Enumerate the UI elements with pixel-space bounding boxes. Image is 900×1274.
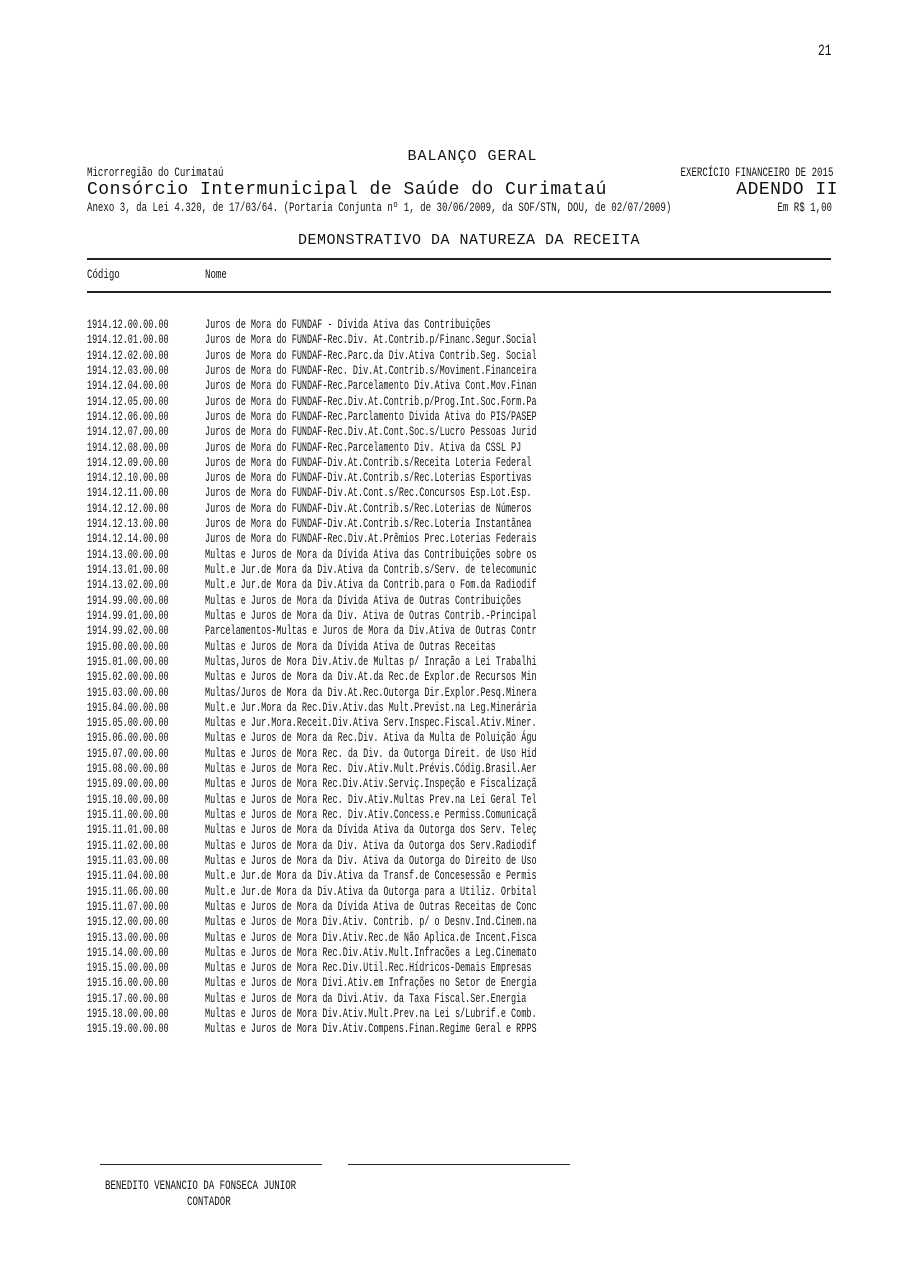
table-row xyxy=(87,364,847,379)
table-row xyxy=(87,410,847,425)
signer-role xyxy=(187,1194,249,1209)
row-code: 1914.12.01.00.00 xyxy=(87,333,169,348)
row-code: 1914.13.00.00.00 xyxy=(87,547,169,562)
row-name: Juros de Mora do FUNDAF-Div.At.Contrib.s/Rec.Loterias de Números xyxy=(205,501,532,516)
row-name: Multas e Juros de Mora Div.Ativ.Mult.Prev.na Lei s/Lubrif.e Comb. xyxy=(205,1007,537,1022)
row-name: Multas e Juros de Mora da Dívida Ativa de Outras Contribuições xyxy=(205,593,522,608)
header-rule-bottom xyxy=(87,291,831,293)
table-row xyxy=(87,885,847,900)
column-header-name-text: Nome xyxy=(205,267,227,282)
row-code: 1914.12.13.00.00 xyxy=(87,517,169,532)
signer-name-text: BENEDITO VENANCIO DA FONSECA JUNIOR xyxy=(105,1178,297,1193)
row-code: 1914.12.02.00.00 xyxy=(87,348,169,363)
row-code: 1915.18.00.00.00 xyxy=(87,1007,169,1022)
table-row xyxy=(87,747,847,762)
row-name: Multas e Juros de Mora da Div. Ativa de Outras Contrib.-Principal xyxy=(205,608,537,623)
row-code: 1914.13.02.00.00 xyxy=(87,578,169,593)
row-code: 1915.02.00.00.00 xyxy=(87,670,169,685)
table-row xyxy=(87,777,847,792)
column-header-code xyxy=(87,267,134,282)
table-row xyxy=(87,655,847,670)
table-row xyxy=(87,946,847,961)
header-rule-top xyxy=(87,258,831,260)
signer-name xyxy=(105,1178,378,1193)
row-code: 1915.07.00.00.00 xyxy=(87,746,169,761)
row-code: 1914.99.00.00.00 xyxy=(87,593,169,608)
row-name: Multas e Juros de Mora da Dívida Ativa das Contribuições sobre os xyxy=(205,547,537,562)
row-code: 1915.01.00.00.00 xyxy=(87,654,169,669)
column-header-name xyxy=(205,267,236,282)
row-code: 1915.11.04.00.00 xyxy=(87,869,169,884)
signature-line-accountant xyxy=(100,1164,322,1165)
row-code: 1915.08.00.00.00 xyxy=(87,762,169,777)
page-number xyxy=(818,42,837,60)
row-code: 1914.12.10.00.00 xyxy=(87,471,169,486)
table-row xyxy=(87,931,847,946)
column-header-code-text: Código xyxy=(87,267,120,282)
row-name: Multas e Juros de Mora Rec.Div.Ativ.Serviç.Inspeção e Fiscalizaçã xyxy=(205,777,537,792)
row-code: 1914.12.14.00.00 xyxy=(87,532,169,547)
table-row xyxy=(87,976,847,991)
row-name: Multas e Juros de Mora da Dívida Ativa de Outras Receitas de Conc xyxy=(205,899,537,914)
row-name: Mult.e Jur.de Mora da Div.Ativa da Transf.de Concesessão e Permis xyxy=(205,869,537,884)
row-name: Mult.e Jur.de Mora da Div.Ativa da Contrib.para o Fom.da Radiodif xyxy=(205,578,537,593)
signer-role-text: CONTADOR xyxy=(187,1194,231,1209)
table-row xyxy=(87,1007,847,1022)
row-name: Juros de Mora do FUNDAF-Rec.Div. At.Contrib.p/Financ.Segur.Social xyxy=(205,333,537,348)
revenue-table-body xyxy=(87,318,847,1038)
row-code: 1915.04.00.00.00 xyxy=(87,700,169,715)
signature-line-second xyxy=(348,1164,570,1165)
row-name: Multas e Juros de Mora da Div. Ativa da Outorga dos Serv.Radiodif xyxy=(205,838,537,853)
table-row xyxy=(87,517,847,532)
entity-name: Consórcio Intermunicipal de Saúde do Curimataú xyxy=(87,180,607,200)
row-code: 1915.17.00.00.00 xyxy=(87,991,169,1006)
row-code: 1915.05.00.00.00 xyxy=(87,716,169,731)
table-row xyxy=(87,686,847,701)
table-row xyxy=(87,869,847,884)
table-row xyxy=(87,395,847,410)
row-code: 1915.14.00.00.00 xyxy=(87,945,169,960)
table-row xyxy=(87,808,847,823)
row-code: 1914.12.05.00.00 xyxy=(87,394,169,409)
exercise-label xyxy=(615,165,833,180)
exercise-text: EXERCÍCIO FINANCEIRO DE 2015 xyxy=(680,165,833,180)
table-row xyxy=(87,471,847,486)
table-row xyxy=(87,548,847,563)
table-row xyxy=(87,578,847,593)
table-row xyxy=(87,609,847,624)
table-row xyxy=(87,456,847,471)
row-code: 1915.11.06.00.00 xyxy=(87,884,169,899)
row-code: 1914.13.01.00.00 xyxy=(87,563,169,577)
table-row xyxy=(87,900,847,915)
row-name: Multas e Juros de Mora da Rec.Div. Ativa da Multa de Poluição Águ xyxy=(205,731,537,746)
row-name: Mult.e Jur.Mora da Rec.Div.Ativ.das Mult.Previst.na Leg.Minerária xyxy=(205,700,537,715)
row-name: Juros de Mora do FUNDAF-Div.At.Contrib.s/Rec.Loterias Esportivas xyxy=(205,471,532,486)
row-name: Multas e Juros de Mora da Dívida Ativa de Outras Receitas xyxy=(205,639,496,654)
table-row xyxy=(87,486,847,501)
table-row xyxy=(87,349,847,364)
row-name: Multas/Juros de Mora da Div.At.Rec.Outorga Dir.Explor.Pesq.Minera xyxy=(205,685,537,700)
row-code: 1915.11.07.00.00 xyxy=(87,899,169,914)
row-name: Parcelamentos-Multas e Juros de Mora da Div.Ativa de Outras Contr xyxy=(205,624,537,639)
row-code: 1915.09.00.00.00 xyxy=(87,777,169,792)
table-row xyxy=(87,441,847,456)
table-row xyxy=(87,425,847,440)
table-row xyxy=(87,318,847,333)
row-name: Multas e Juros de Mora da Div.At.da Rec.de Explor.de Recursos Min xyxy=(205,670,537,685)
row-code: 1914.99.02.00.00 xyxy=(87,624,169,639)
row-name: Juros de Mora do FUNDAF-Div.At.Contrib.s/Receita Loteria Federal xyxy=(205,455,532,470)
row-code: 1914.12.12.00.00 xyxy=(87,501,169,516)
table-row xyxy=(87,1022,847,1037)
row-code: 1915.15.00.00.00 xyxy=(87,961,169,976)
row-code: 1914.99.01.00.00 xyxy=(87,608,169,623)
table-row xyxy=(87,915,847,930)
row-code: 1914.12.04.00.00 xyxy=(87,379,169,394)
row-name: Multas e Juros de Mora Rec. Div.Ativ.Mult.Prévis.Códig.Brasil.Aer xyxy=(205,762,537,777)
table-row xyxy=(87,594,847,609)
row-name: Juros de Mora do FUNDAF-Rec.Div.At.Prêmios Prec.Loterias Federais xyxy=(205,532,537,547)
table-row xyxy=(87,731,847,746)
row-code: 1915.06.00.00.00 xyxy=(87,731,169,746)
row-code: 1914.12.06.00.00 xyxy=(87,409,169,424)
table-row xyxy=(87,333,847,348)
row-name: Multas e Juros de Mora Rec. Div.Ativ.Multas Prev.na Lei Geral Tel xyxy=(205,792,537,807)
row-name: Multas e Juros de Mora Rec. da Div. da Outorga Direit. de Uso Hid xyxy=(205,746,537,761)
row-name: Juros de Mora do FUNDAF-Rec.Parcelamento Div. Ativa da CSSL PJ xyxy=(205,440,522,455)
row-name: Multas e Juros de Mora Div.Ativ.Rec.de Não Aplica.de Incent.Fisca xyxy=(205,930,537,945)
row-name: Multas e Juros de Mora Rec.Div.Util.Rec.Hídricos-Demais Empresas xyxy=(205,961,532,976)
row-code: 1915.12.00.00.00 xyxy=(87,915,169,930)
row-name: Multas e Juros de Mora da Dívida Ativa da Outorga dos Serv. Teleç xyxy=(205,823,537,838)
row-name: Multas,Juros de Mora Div.Ativ.de Multas p/ Inração a Lei Trabalhi xyxy=(205,654,537,669)
row-name: Mult.e Jur.de Mora da Div.Ativa da Outorga para a Utiliz. Orbital xyxy=(205,884,537,899)
table-row xyxy=(87,961,847,976)
row-name: Multas e Juros de Mora Divi.Ativ.em Infrações no Setor de Energia xyxy=(205,976,537,991)
row-name: Juros de Mora do FUNDAF-Rec.Div.At.Cont.Soc.s/Lucro Pessoas Jurid xyxy=(205,425,537,440)
row-name: Multas e Juros de Mora Rec. Div.Ativ.Concess.e Permiss.Comunicaçã xyxy=(205,808,537,822)
row-name: Multas e Juros de Mora Div.Ativ.Compens.Finan.Regime Geral e RPPS xyxy=(205,1022,537,1037)
table-row xyxy=(87,762,847,777)
row-name: Juros de Mora do FUNDAF-Rec.Parcelamento Div.Ativa Cont.Mov.Finan xyxy=(205,379,537,394)
table-row xyxy=(87,992,847,1007)
region-text: Microrregião do Curimataú xyxy=(87,165,224,180)
table-row xyxy=(87,563,847,578)
row-code: 1914.12.09.00.00 xyxy=(87,455,169,470)
table-row xyxy=(87,854,847,869)
row-name: Multas e Jur.Mora.Receit.Div.Ativa Serv.Inspec.Fiscal.Ativ.Miner. xyxy=(205,716,537,731)
table-row xyxy=(87,379,847,394)
row-name: Juros de Mora do FUNDAF-Rec.Parclamento Divida Ativa do PIS/PASEP xyxy=(205,409,537,424)
row-code: 1915.11.03.00.00 xyxy=(87,853,169,868)
report-title: BALANÇO GERAL xyxy=(407,148,538,165)
report-subtitle: DEMONSTRATIVO DA NATUREZA DA RECEITA xyxy=(298,232,641,249)
table-row xyxy=(87,670,847,685)
row-code: 1915.10.00.00.00 xyxy=(87,792,169,807)
table-row xyxy=(87,701,847,716)
row-code: 1914.12.03.00.00 xyxy=(87,363,169,378)
row-name: Juros de Mora do FUNDAF - Dívida Ativa das Contribuições xyxy=(205,318,491,332)
row-code: 1914.12.07.00.00 xyxy=(87,425,169,440)
row-code: 1915.16.00.00.00 xyxy=(87,976,169,991)
row-code: 1915.00.00.00.00 xyxy=(87,639,169,654)
row-code: 1915.11.01.00.00 xyxy=(87,823,169,838)
row-code: 1915.11.00.00.00 xyxy=(87,808,169,822)
row-code: 1915.11.02.00.00 xyxy=(87,838,169,853)
table-row xyxy=(87,502,847,517)
row-name: Multas e Juros de Mora Rec.Div.Ativ.Mult.Infracões a Leg.Cinemato xyxy=(205,945,537,960)
row-name: Multas e Juros de Mora da Divi.Ativ. da Taxa Fiscal.Ser.Energia xyxy=(205,991,527,1006)
page-number-text: 21 xyxy=(818,42,832,60)
table-row xyxy=(87,640,847,655)
row-code: 1915.13.00.00.00 xyxy=(87,930,169,945)
row-code: 1914.12.08.00.00 xyxy=(87,440,169,455)
table-row xyxy=(87,532,847,547)
row-name: Juros de Mora do FUNDAF-Rec.Parc.da Div.Ativa Contrib.Seg. Social xyxy=(205,348,537,363)
currency-text: Em R$ 1,00 xyxy=(777,200,832,215)
region-label xyxy=(87,165,282,180)
table-row xyxy=(87,839,847,854)
row-name: Multas e Juros de Mora da Div. Ativa da Outorga do Direito de Uso xyxy=(205,853,537,868)
table-row xyxy=(87,716,847,731)
row-name: Mult.e Jur.de Mora da Div.Ativa da Contrib.s/Serv. de telecomunic xyxy=(205,563,537,577)
table-row xyxy=(87,823,847,838)
row-name: Juros de Mora do FUNDAF-Div.At.Contrib.s/Rec.Loteria Instantânea xyxy=(205,517,532,532)
row-code: 1914.12.11.00.00 xyxy=(87,486,169,501)
legal-reference-text: Anexo 3, da Lei 4.320, de 17/03/64. (Portaria Conjunta nº 1, de 30/06/2009, da SOF/STN, DOU, de 02/07/2009) xyxy=(87,200,672,215)
table-row xyxy=(87,624,847,639)
row-code: 1915.03.00.00.00 xyxy=(87,685,169,700)
row-code: 1915.19.00.00.00 xyxy=(87,1022,169,1037)
row-name: Multas e Juros de Mora Div.Ativ. Contrib. p/ o Desnv.Ind.Cinem.na xyxy=(205,915,537,930)
row-name: Juros de Mora do FUNDAF-Rec. Div.At.Contrib.s/Moviment.Financeira xyxy=(205,363,537,378)
annex-label: ADENDO II xyxy=(736,180,838,200)
table-row xyxy=(87,793,847,808)
row-name: Juros de Mora do FUNDAF-Div.At.Cont.s/Rec.Concursos Esp.Lot.Esp. xyxy=(205,486,532,501)
row-name: Juros de Mora do FUNDAF-Rec.Div.At.Contrib.p/Prog.Int.Soc.Form.Pa xyxy=(205,394,537,409)
row-code: 1914.12.00.00.00 xyxy=(87,318,169,332)
currency-label xyxy=(754,200,832,215)
